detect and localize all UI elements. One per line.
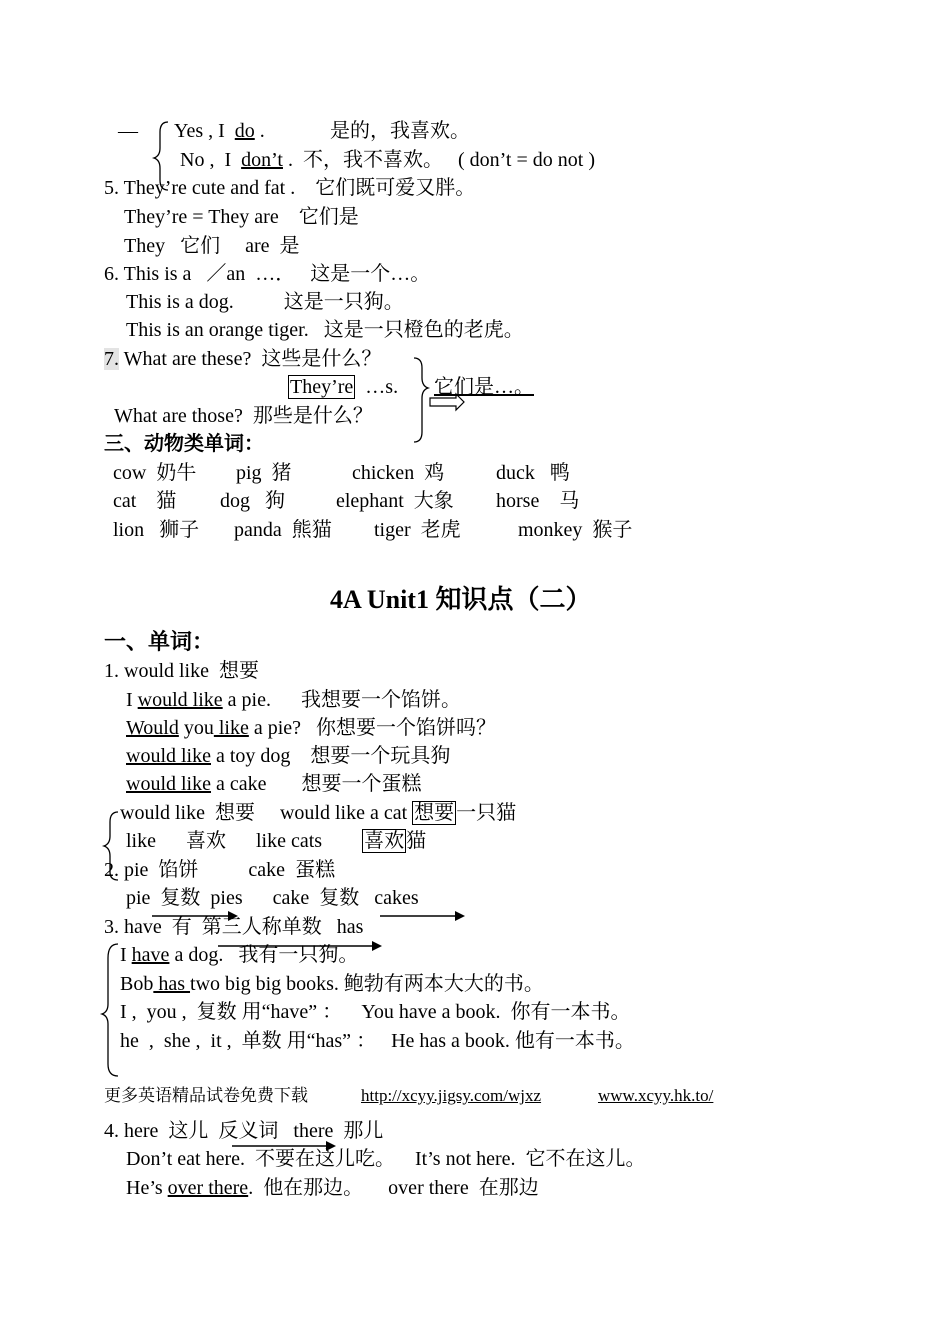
footer-text: 更多英语精品试卷免费下载 [104,1086,308,1105]
animal-cat: cat 猫 [113,490,177,512]
animals-heading: 三、动物类单词： [104,433,264,455]
pie-line-a: pie 复数 pies cake 复数 cakes [126,887,419,909]
pie-line-2: 2. pie 馅饼 cake 蛋糕 [104,859,336,881]
animal-chicken: chicken 鸡 [352,462,445,484]
animal-elephant: elephant 大象 [336,490,454,512]
have-line-b: Bob has two big big books. 鲍勃有两本大大的书。 [120,973,544,995]
animal-lion: lion 狮子 [113,519,200,541]
yes-cn: 是的，我喜欢。 [330,120,470,142]
animal-dog: dog 狗 [220,490,285,512]
vocab-heading: 一、单词： [104,629,215,654]
no-line: No , I don’t . 不，我不喜欢。 ( don’t = do not ) [180,149,595,171]
line-6a: This is a dog. 这是一只狗。 [126,291,404,313]
line-5a: They’re = They are 它们是 [124,206,359,228]
animal-cow: cow 奶牛 [113,462,197,484]
line-7: 7. What are these? 这些是什么？ [104,348,382,370]
here-line-b: He’s over there. 他在那边。 over there 在那边 [126,1177,539,1199]
here-line-a: Don’t eat here. 不要在这儿吃。 It’s not here. 它不在这儿。 [126,1148,646,1170]
footer-link-1[interactable]: http://xcyy.jigsy.com/wjxz [361,1086,542,1105]
theyre-line: They’re …s. [290,376,399,398]
line-5: 5. They’re cute and fat . 它们既可爱又胖。 [104,177,476,199]
yes-line: Yes , I do . [174,120,265,142]
line-6: 6. This is a ／an …． 这是一个…。 [104,263,431,285]
wl-line-d: would like a cake 想要一个蛋糕 [126,773,422,795]
wl-line-f: like 喜欢 like cats 喜欢 猫 [126,830,427,852]
page-title: 4A Unit1 知识点（二） [330,585,592,614]
animal-panda: panda 熊猫 [234,519,332,541]
have-line-c: I , you , 复数 用“have” ： You have a book. 你有一本书。 [120,1001,631,1023]
have-line-d: he , she , it , 单数 用“has” ： He has a book. 他有一本书。 [120,1030,635,1052]
animal-tiger: tiger 老虎 [374,519,461,541]
wl-line-1: 1. would like 想要 [104,660,259,682]
dash: — [118,120,138,142]
brace-these-those [414,358,428,442]
animal-monkey: monkey 猴子 [518,519,633,541]
line-6b: This is an orange tiger. 这是一只橙色的老虎。 [126,319,524,341]
wl-line-b: Would you like a pie? 你想要一个馅饼吗？ [126,717,497,739]
wl-line-c: would like a toy dog 想要一个玩具狗 [126,745,451,767]
animal-horse: horse 马 [496,490,580,512]
here-line-4: 4. here 这儿 反义词 there 那儿 [104,1120,384,1142]
arrow-have-2 [380,911,465,921]
animal-duck: duck 鸭 [496,462,570,484]
line-5b: They 它们 are 是 [124,235,300,257]
wl-line-a: I would like a pie. 我想要一个馅饼。 [126,689,461,711]
have-line-a: I have a dog. 我有一只狗。 [120,944,359,966]
have-line-3: 3. have 有 第三人称单数 has [104,916,364,938]
those-line: What are those? 那些是什么？ [114,405,373,427]
theyre-cn: 它们是…。 [434,376,534,398]
footer-link-2[interactable]: www.xcyy.hk.to/ [598,1086,714,1105]
brace-have [102,944,118,1076]
wl-line-e: would like 想要 would like a cat 想要 一只猫 [120,802,517,824]
animal-pig: pig 猪 [236,462,292,484]
